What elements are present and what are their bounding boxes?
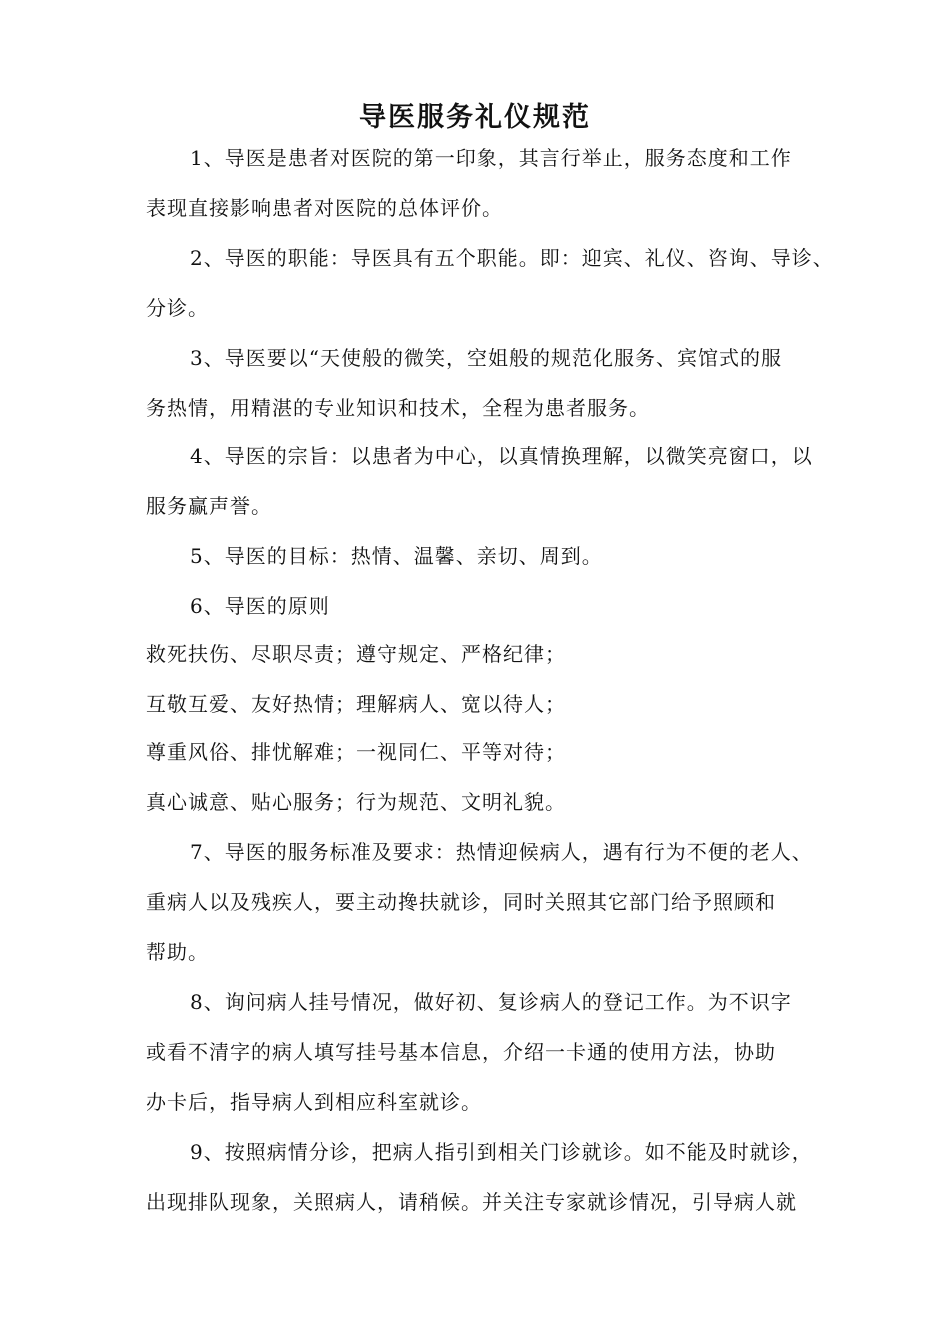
paragraph-4-line-1: 4、导医的宗旨：以患者为中心，以真情换理解，以微笑亮窗口，以: [190, 444, 813, 468]
paragraph-7-line-3: 帮助。: [146, 940, 209, 964]
principle-line-1: 救死扶伤、尽职尽责；遵守规定、严格纪律；: [146, 642, 566, 666]
paragraph-8-line-1: 8、询问病人挂号情况，做好初、复诊病人的登记工作。为不识字: [190, 990, 792, 1014]
paragraph-3-line-2: 务热情，用精湛的专业知识和技术，全程为患者服务。: [146, 396, 650, 420]
paragraph-3-line-1: 3、导医要以“天使般的微笑，空姐般的规范化服务、宾馆式的服: [190, 346, 782, 370]
principle-line-2: 互敬互爱、友好热情；理解病人、宽以待人；: [146, 692, 566, 716]
paragraph-8-line-3: 办卡后，指导病人到相应科室就诊。: [146, 1090, 482, 1114]
paragraph-4-line-2: 服务赢声誉。: [146, 494, 272, 518]
principle-line-4: 真心诚意、贴心服务；行为规范、文明礼貌。: [146, 790, 566, 814]
paragraph-9-line-2: 出现排队现象，关照病人，请稍候。并关注专家就诊情况，引导病人就: [146, 1190, 797, 1214]
paragraph-2-line-2: 分诊。: [146, 296, 209, 320]
paragraph-9-line-1: 9、按照病情分诊，把病人指引到相关门诊就诊。如不能及时就诊，: [190, 1140, 813, 1164]
paragraph-5-line-1: 5、导医的目标：热情、温馨、亲切、周到。: [190, 544, 603, 568]
paragraph-1-line-2: 表现直接影响患者对医院的总体评价。: [146, 196, 503, 220]
paragraph-7-line-2: 重病人以及残疾人，要主动搀扶就诊，同时关照其它部门给予照顾和: [146, 890, 776, 914]
paragraph-2-line-1: 2、导医的职能：导医具有五个职能。即：迎宾、礼仪、咨询、导诊、: [190, 246, 834, 270]
paragraph-7-line-1: 7、导医的服务标准及要求：热情迎候病人，遇有行为不便的老人、: [190, 840, 813, 864]
document-title: 导医服务礼仪规范: [359, 102, 591, 133]
principle-line-3: 尊重风俗、排忧解难；一视同仁、平等对待；: [146, 740, 566, 764]
paragraph-1-line-1: 1、导医是患者对医院的第一印象，其言行举止，服务态度和工作: [190, 146, 792, 170]
paragraph-6-heading: 6、导医的原则: [190, 594, 330, 618]
paragraph-8-line-2: 或看不清字的病人填写挂号基本信息，介绍一卡通的使用方法，协助: [146, 1040, 776, 1064]
